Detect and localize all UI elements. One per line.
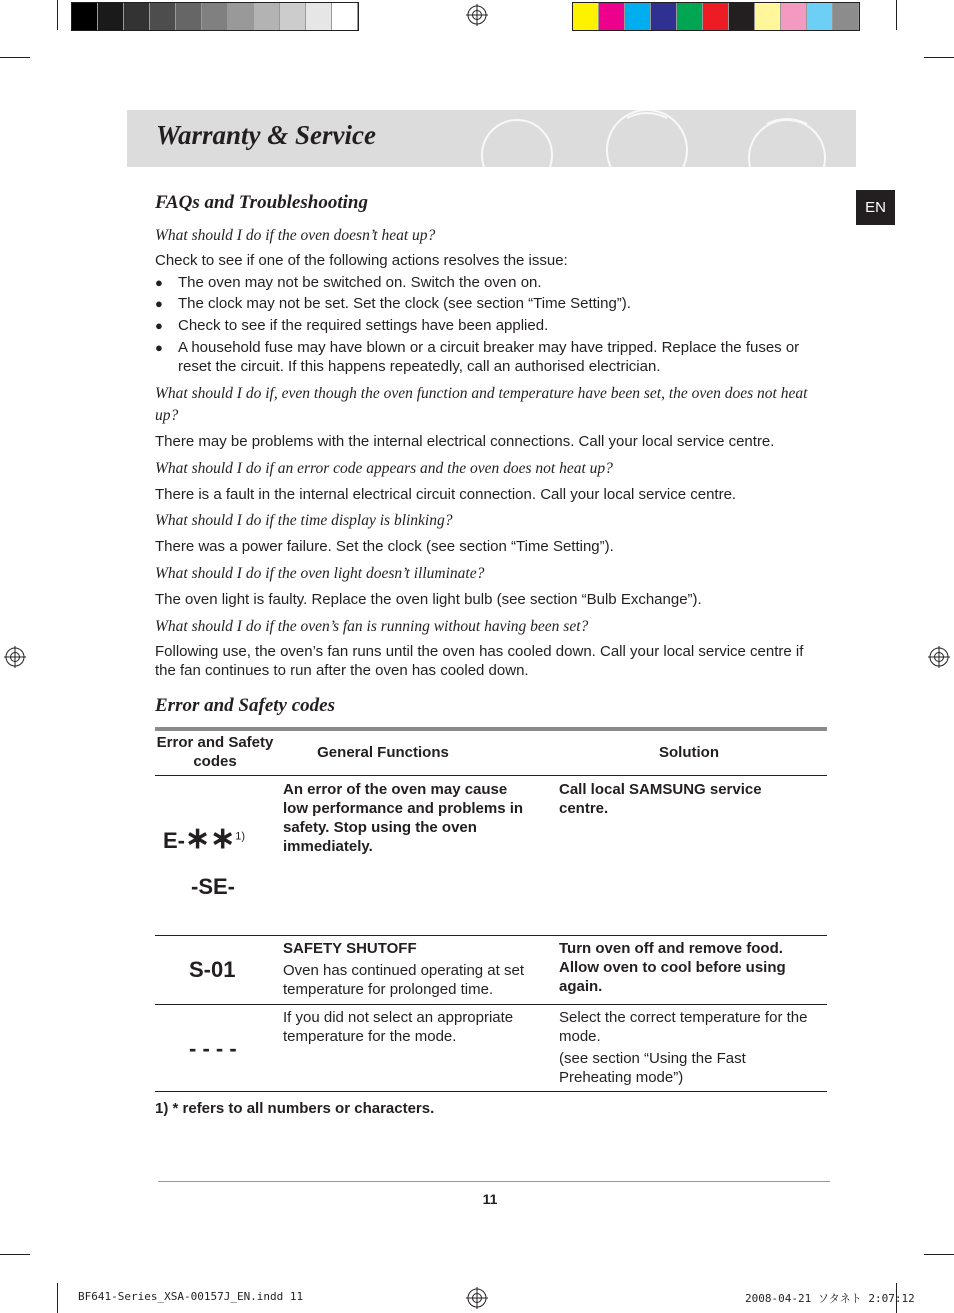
table-cell-function: An error of the oven may cause low performance and problems in safety. Stop using the oven immediately. — [283, 781, 524, 855]
faq-answer: There is a fault in the internal electrical circuit connection. Call your local service centre. — [155, 486, 737, 503]
code-dashes: - - - - — [189, 1036, 237, 1061]
registration-mark-icon — [466, 1287, 488, 1309]
language-tab: EN — [856, 190, 895, 225]
color-swatch — [124, 3, 150, 30]
bullet-icon: ● — [155, 318, 163, 333]
faq-question: What should I do if the time display is blinking? — [155, 512, 453, 529]
faq-question: What should I do if an error code appears and the oven does not heat up? — [155, 460, 613, 477]
color-swatch — [202, 3, 228, 30]
error-code-se: -SE- — [191, 874, 235, 899]
registration-mark-icon — [928, 646, 950, 668]
bullet-icon: ● — [155, 340, 163, 355]
safety-code-s01: S-01 — [189, 957, 236, 982]
faq-question: What should I do if the oven’s fan is running without having been set? — [155, 618, 589, 635]
color-swatch — [176, 3, 202, 30]
bullet-icon: ● — [155, 275, 163, 290]
table-cell-solution: Call local SAMSUNG service centre. — [559, 781, 762, 817]
footer-rule — [158, 1181, 830, 1182]
table-cell-function-title: SAFETY SHUTOFF — [283, 940, 417, 957]
color-swatch — [72, 3, 98, 30]
page-number: 11 — [482, 1191, 498, 1207]
color-swatch — [306, 3, 332, 30]
column-header-solution: Solution — [659, 744, 719, 761]
codes-heading: Error and Safety codes — [155, 695, 335, 716]
table-cell-function: If you did not select an appropriate temperature for the mode. — [283, 1009, 514, 1045]
bullet-icon: ● — [155, 296, 163, 311]
crop-mark-tl-v — [57, 0, 58, 30]
color-swatch — [150, 3, 176, 30]
faq-answer: There may be problems with the internal electrical connections. Call your local service centre. — [155, 433, 775, 450]
color-swatch — [833, 3, 859, 30]
section-header-band — [127, 110, 856, 167]
registration-mark-icon — [466, 4, 488, 26]
color-swatch — [254, 3, 280, 30]
crop-mark-tr-v — [896, 0, 897, 30]
color-swatch — [781, 3, 807, 30]
color-swatch — [755, 3, 781, 30]
color-swatch — [625, 3, 651, 30]
decorative-tomato-pattern-icon — [457, 110, 856, 167]
page-title: Warranty & Service — [156, 120, 376, 150]
column-header-functions: General Functions — [317, 744, 449, 761]
table-rule — [155, 1004, 827, 1005]
crop-mark-br-h — [924, 1254, 954, 1255]
color-swatch — [729, 3, 755, 30]
color-swatch — [599, 3, 625, 30]
crop-mark-bl-h — [0, 1254, 30, 1255]
color-swatch — [228, 3, 254, 30]
slug-filename: BF641-Series_XSA-00157J_EN.indd 11 — [78, 1290, 304, 1303]
color-swatch — [651, 3, 677, 30]
faq-answer: Check to see if one of the following actions resolves the issue: — [155, 252, 568, 269]
color-swatch — [807, 3, 833, 30]
faq-answer: The oven light is faulty. Replace the oven light bulb (see section “Bulb Exchange”). — [155, 591, 702, 608]
footnote: 1) * refers to all numbers or characters. — [155, 1100, 435, 1117]
color-swatch — [677, 3, 703, 30]
crop-mark-tr-h — [924, 57, 954, 58]
slug-timestamp: 2008-04-21 ソタネト 2:07:12 — [745, 1292, 915, 1305]
table-cell-solution: Select the correct temperature for the mode. — [559, 1009, 808, 1045]
faq-question: What should I do if the oven light doesn’t illuminate? — [155, 565, 485, 582]
table-rule — [155, 775, 827, 776]
table-top-rule — [155, 727, 827, 731]
color-swatch — [703, 3, 729, 30]
crop-mark-tl-h — [0, 57, 30, 58]
crop-mark-bl-v — [57, 1283, 58, 1313]
color-swatch — [98, 3, 124, 30]
color-swatch — [332, 3, 358, 30]
registration-mark-icon — [4, 646, 26, 668]
table-cell-solution-note: (see section “Using the Fast Preheating mode”) — [559, 1050, 746, 1086]
faq-answer: There was a power failure. Set the clock (see section “Time Setting”). — [155, 538, 614, 555]
faq-heading: FAQs and Troubleshooting — [155, 192, 368, 213]
column-header-code: Error and Safety codes — [156, 734, 274, 770]
table-rule — [155, 935, 827, 936]
faq-answer: Following use, the oven’s fan runs until the oven has cooled down. Call your local service centre if the fan continues to run after the oven has cooled down. — [155, 643, 804, 679]
error-code-e: E-∗∗$^{1)}$ — [163, 822, 246, 855]
color-swatch — [573, 3, 599, 30]
faq-question: What should I do if the oven doesn’t heat up? — [155, 227, 436, 244]
table-cell-function: Oven has continued operating at set temperature for prolonged time. — [283, 962, 524, 998]
table-rule — [155, 1091, 827, 1092]
faq-question: What should I do if, even though the oven function and temperature have been set, the oven does not heat up? — [155, 385, 808, 424]
cmyk-color-bar — [572, 2, 860, 31]
gray-color-bar — [71, 2, 359, 31]
color-swatch — [280, 3, 306, 30]
table-cell-solution: Turn oven off and remove food. Allow oven to cool before using again. — [559, 940, 786, 995]
